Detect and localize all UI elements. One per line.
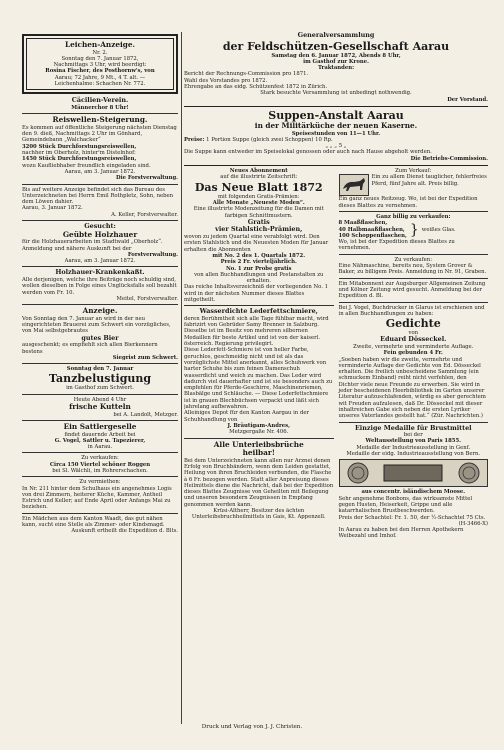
blatt-promo: Neues Abonnement: [229, 168, 288, 175]
gedichte-text2: „Soeben haben wir die zweite, vermehrte und verminderte Auflage der Gedichte von Ed. Dösseckel erhalten. Die freilich unbescheidene Sammlung (ein schmuckem Einband) reiht nicht verfehlen, den Dichter viele neue Freunde zu erwerben. Sie wird in jeder bescheidenen Heerbibliothek im Garten unserer Literatur aufzuschlafenden, würdig es aber gerechtem wit Freuden aufzulesen, daß Dr. Dösseckel mit dieser inhaltreichen Gabe sich neben die ersten Lyriker unseres Vaterlandes gestellt hat.“ (Zür. Nachrichten.): [338, 356, 486, 420]
vermiethen-text: In Nr. 211 hinter dem Schulhaus ein angenehmes Logis von drei Zimmern, heiterer Küche, Kammer, Antheil Estrich und Keller; auf Ende April oder Anfangs Mai zu beziehen.: [22, 485, 172, 511]
kauf-brace: weißes Glas.: [421, 226, 456, 233]
office-notice: Bis auf weitere Anzeige befindet sich das Bureau des Unterzeichneten bei Herrn Emil Rothpletz, Sohn, neben dem Löwen dahier.: [22, 186, 174, 206]
gedichte-price: Fein gebunden 4 Fr.: [383, 350, 443, 357]
blatt-g2: vier Stahlstich-Prämien,: [215, 225, 303, 234]
gesucht-title: Gesucht:: [84, 222, 116, 231]
general-item: Wahl des Vorstandes pro 1872.: [184, 77, 268, 84]
suppen-price: „ „ „ 5 „: [325, 143, 347, 150]
kranken-title: Holzhauer-Krankenkaßt.: [55, 268, 145, 277]
suppen-title: Suppen-Anstalt Aarau: [268, 108, 404, 122]
kauf-text: Ein zu allem Dienst tauglicher, fehlerfreies Pferd, fünf Jahre alt. Preis billig.: [371, 174, 487, 187]
column-divider: [181, 32, 182, 724]
kranken-text: Alle derjenigen, welche ihre Beiträge noch schuldig sind, wollen dieselben in Folge eines Unglücksfalls soll bezahlt werden vom Fr. 10.: [22, 276, 177, 296]
blatt-sub2: Alle Monate „Neueste Moden“.: [212, 199, 305, 206]
gedichte-title: Gedichte: [385, 317, 441, 331]
tanz-place: im Gasthof zum Schwert.: [66, 385, 134, 392]
suppen-hours: Speisestunden von 11—1 Uhr.: [291, 130, 381, 137]
kauf-title: Zum Verkauf:: [395, 168, 432, 175]
leder-text3: Alleiniges Depot für den Kanton Aargau in der Schuhhandlung von: [184, 410, 310, 423]
medal-icon: [458, 462, 480, 484]
kauf-title3: Zu verkaufen:: [394, 256, 432, 263]
general-place: im Gasthof zur Krone.: [303, 58, 369, 65]
maedchen-text: Ein Mädchen aus dem Kanton Waadt, das gut nähen kann, sucht eine Stelle als Zimmer- oder Kindsmagd.: [22, 515, 165, 529]
tanz-title: Tanzbelustigung: [48, 372, 152, 386]
obituary-title: Leichen-Anzeige.: [64, 40, 136, 49]
horse-icon: [340, 175, 368, 195]
heilbar-sig: Krüsi-Altherr, Besitzer des ächten Unterleibsbruchheilmittels in Gais, Kt. Appenzell.: [191, 508, 326, 521]
gedichte-ed: Zweite, vermehrte und verminderte Auflage.: [353, 343, 474, 350]
blatt-probe: No. 1 zur Probe gratis: [225, 265, 292, 272]
medaille-code: (H-3466-X): [458, 520, 488, 527]
medal-icon: [347, 462, 369, 484]
obituary-line: Aarau; 72 Jahre, 9 Mt., 4 T. alt. —: [54, 74, 146, 81]
anzeige-text2: ausgeschenkt; es empfiehlt sich allen Bierkennern bestens: [22, 342, 158, 355]
suppen-note: Die Suppe kann entweder im Speiselokal genossen oder auch nach Hause abgeholt werden.: [184, 149, 432, 156]
reiswellen-item: 3200 Stück Durchforstungsreiswellen,: [22, 143, 137, 150]
kauf-item: 40 Halbmaaßflaschen,: [338, 226, 405, 233]
blatt-nr: mit No. 2 des 1. Quartals 1872.: [212, 252, 306, 259]
anzeige-sig: Siegrist zum Schwert.: [112, 354, 178, 361]
kranken-sig: Meitel, Forstverwalter.: [116, 295, 178, 302]
horse-image: [339, 174, 369, 196]
sattler-name: G. Vogel, Sattler u. Tapezierer,: [54, 437, 146, 444]
blatt-sub: mit folgenden Gratis-Prämien:: [218, 193, 300, 200]
kutteln-line: Heute Abend 4 Uhr: [73, 396, 127, 403]
maedchen-sig: Auskunft ertheilt die Expedition d. Blts.: [71, 528, 178, 535]
blatt-gratis: Gratis: [247, 217, 270, 226]
printer-footer: Druck und Verlag von J. J. Christen.: [201, 724, 303, 730]
suppen-prices-label: Preise:: [184, 136, 205, 143]
anzeige-beer: gutes Bier: [81, 333, 119, 342]
kauf-text2: Ein ganz neues Reitzeug. Wo, ist bei der Expedition dieses Blattes zu vernehmen.: [338, 196, 478, 209]
kauf-text4: Eine Nähmaschine, bereits neu, System Grover & Baker, zu billigem Preis. Anmeldung in Nr. 91, Graben.: [338, 263, 487, 276]
leder-text: deren Berühmtheit sich alle Tage fühlbar macht, wird fabrizirt von Gebrüder Samy Brenner in Salzburg. Dieselbe ist im Besitz von mehreren silbernen Medaillen für beste Artikel und ist von der kaiserl. österreich. Regierung privilegirt.: [184, 315, 329, 348]
general-title: Generalversammlung: [297, 32, 375, 39]
obituary-line: Nachmittags 3 Uhr, wird beerdigt:: [53, 62, 147, 69]
medaille-sub2: Medaille der eidg. Industrieausstellung von Bern.: [346, 451, 481, 458]
blatt-text2: wovon zu jedem Quartal eine verabfolgt wird. Den ersten Stahlstich und die Neuesten Moden für Januar erhalten die Abonnenten: [184, 234, 329, 253]
office-date: Aarau, 3. Januar 1872.: [22, 205, 83, 212]
sattler-place: in Aarau.: [87, 444, 113, 451]
blatt-title: Das Neue Blatt 1872: [194, 180, 323, 194]
reiswellen-title: Reiswellen-Steigerung.: [52, 115, 148, 125]
reiswellen-item: 1450 Stück Durchforstungsreiswellen,: [22, 156, 137, 163]
heilbar-title: Alle Unterleibsbrüche: [213, 439, 304, 449]
medal-banner-image: [339, 459, 489, 487]
medaille-text2: Weltausstellung von Paris 1855.: [365, 438, 461, 445]
leder-title: Wasserdichte Lederfettschmiere,: [199, 307, 318, 316]
caecilien-sub: Männerchor 8 Uhr!: [71, 104, 129, 111]
blatt-text3: von allen Buchhandlungen und Postanstalten zu erhalten.: [194, 271, 324, 285]
leder-text2: Diese Lederfett-Schmiere ist von heller Farbe, geruchlos, geschmeidig nicht und ist als das vorzüglichste Mittel anerkannt, alles Schuhwerk von harter Schuhe bis zum feinen Damenschuh wasserdicht und weich zu machen. Das Leder wird dadurch viel dauerhafter und ist sie besonders auch zu empfehlen für Pferde-Geschirre, Maschinenriemen, Blasbälge und Schläuche. — Diese Lederfettschmiere ist in grauen Blechbüchsen verpackt und läßt sich jahrelang aufbewahren.: [184, 347, 333, 411]
reiswellen-item: nachher im Oberholz, hinter'm Distelnhof:: [22, 150, 136, 157]
medaille-sub: Medaille der Industrieausstellung in Genf.: [356, 444, 471, 451]
reiswellen-item: wozu Kaufliebhaber freundlich eingeladen sind.: [22, 162, 151, 169]
general-last: Stark besuchte Versammlung ist unbedingt nothwendig.: [260, 90, 412, 97]
medaille-price: Preis der Schachtel: Fr. 1. 50, der ½-Schachtel 75 Cts.: [338, 514, 486, 521]
gedichte-text: Bei J. Vogel, Buchdrucker in Glarus ist erschienen und in allen Buchhandlungen zu haben:: [338, 304, 485, 317]
right-sub-left: [184, 168, 334, 540]
medaille-text3: Sehr angenehme Bonbons, das wirksamste Mittel gegen Husten, Heiserkeit, Grippe und alle katarrhalischen Brustbeschwerden.: [338, 495, 473, 515]
kutteln-sig: bei A. Landolt, Metzger.: [113, 411, 178, 418]
gesucht-date: Aarau, am 3. Januar 1872.: [64, 258, 136, 265]
brace-icon: }: [409, 221, 419, 238]
gedichte-von: von: [408, 330, 419, 337]
gesucht-text2: Anmeldung und nähere Auskunft bei der: [22, 245, 132, 252]
kauf-item: 8 Maaßflaschen,: [338, 220, 388, 227]
vermiethen-title: Zu vermiethen:: [79, 479, 121, 486]
sattler-title: Ein Sattlergeselle: [63, 421, 137, 431]
blatt-text4: Das reiche Inhaltsverzeichniß der vorliegenden No. 1 wird in der nächsten Nummer dieses Blattes mitgetheilt.: [184, 284, 328, 303]
right-sub-right: [339, 168, 489, 540]
reiswellen-sig: Die Forstverwaltung.: [116, 175, 178, 182]
obituary-line: Leichenhalme: Schachen Nr. 772.: [54, 81, 146, 88]
blatt-price: Preis 2 Fr. vierteljährlich.: [220, 259, 297, 266]
reiswellen-date: Aarau, am 3. Januar 1872.: [64, 168, 136, 175]
general-item: Ehrengabe an das eidg. Schützenfest 1872 in Zürich.: [184, 84, 328, 91]
office-sig: A. Keller, Forstverwalter.: [111, 211, 178, 218]
right-two-columns: [184, 168, 488, 540]
blatt-promo2: auf die illustrirte Zeitschrift:: [220, 174, 298, 181]
kutteln-title: frische Kutteln: [69, 402, 131, 412]
general-society: der Feldschützen-Gesellschaft Aarau: [222, 39, 450, 53]
kauf-item: 100 Schoppenflaschen,: [338, 232, 407, 239]
left-column: [22, 32, 178, 722]
anzeige-title: Anzeige.: [82, 306, 118, 316]
obituary-line: Rosina Fischer, des Posthornw's, von: [45, 68, 155, 75]
medaille-banner: aus concentr. isländischem Moose.: [361, 489, 466, 496]
verkaufen-line: Circa 150 Viertel schöner Roggen: [49, 461, 151, 468]
right-column: [184, 32, 488, 722]
bonbons-emblem-icon: [383, 464, 443, 482]
general-sig: Der Vorstand.: [447, 96, 488, 103]
medaille-dep: In Aarau zu haben bei den Herren Apothekern Weibezahl und Imhof.: [338, 527, 464, 540]
anzeige-text: Von Sonntag den 7. Januar an wird in der neu eingerichteten Brauerei zum Schwert ein vorzügliches, von Mai selbstgebrautes: [22, 315, 171, 335]
gesucht-sub: Geübte Holzhauer: [62, 229, 138, 239]
heilbar-title2: heilbar!: [242, 448, 275, 458]
general-date: Samstag den 6. Januar 1872, Abends 8 Uhr,: [271, 52, 401, 59]
kauf-text3: Wo, ist bei der Expedition dieses Blattes zu vernehmen.: [338, 239, 455, 252]
obituary-line: Sonntag den 7. Januar 1872,: [61, 55, 139, 62]
general-trakt: Traktanden:: [317, 65, 355, 72]
general-item: Bericht der Rechnungs-Commission pro 1871.: [184, 71, 309, 78]
reiswellen-text: Es kommen auf öffentliche Steigerung nächsten Dienstag den 9. dieß, Nachmittags 2 Uhr im Gönhard, Gemeindebann „Walchacker“: [22, 124, 177, 144]
verkaufen-line: bei Sl. Wälchli, im Rohrerschachen.: [52, 468, 148, 474]
leder-addr: Metzgergaße Nr. 406.: [229, 429, 289, 436]
leder-name: J. Bräutigam-Andres,: [227, 422, 290, 429]
suppen-sig: Die Betriebs-Commission.: [410, 155, 488, 162]
medaille-title: Einzige Medaille für Brustmittel: [354, 423, 472, 432]
kauf-title2: Ganz billig zu verkaufen:: [376, 213, 451, 220]
heilbar-text: Bei dem Unterzeichneten kann allen nur Arznei denen Erfolg von Bruchbändern, wenn dem Leiden gestattet, Heilung von ihren Bruchleiden verbunden, die Flasche à 6 Fr. bezogen werden. Statt aller Anpreisung dieses Heilmittels diene die Nachricht, daß bei der Expedition dieses Blattes Zeugnisse von Geheilten mit Beilegung und unseren besondern Zeugnissen in Empfang genommen werden kann.: [184, 457, 334, 508]
caecilien-title: Cäcilien-Verein.: [71, 96, 129, 105]
gesucht-sig: Forstverwaltung.: [127, 251, 178, 258]
verkaufen-title: Zu verkaufen:: [81, 455, 119, 462]
gedichte-author: Eduard Dösseckel.: [380, 335, 447, 344]
blatt-text: Eine illustrirte Modenzeitung für die Damen mit farbigen Schnittmustern.: [193, 206, 324, 219]
gesucht-text: für die Holzhauerarbeiten im Stadtwald „Oberholz“.: [22, 239, 163, 246]
obituary-number: Nr. 2.: [92, 49, 108, 56]
suppen-price: 1 Portion Suppe (gleich zwei Schoppen) 10 Rp.: [206, 136, 333, 143]
tanz-date: Sonntag den 7. Januar: [66, 366, 134, 373]
suppen-sub: in der Militärküche der neuen Kaserne.: [254, 120, 418, 130]
medaille-text: bei der: [403, 432, 423, 439]
sattler-text: findet dauernde Arbeit bei: [64, 431, 136, 438]
obituary-box: [22, 34, 178, 94]
zeitung-text: Ein Mitabonnent zur Augsburger Allgemeinen Zeitung und Kölner Zeitung wird gesucht. Anmeldung bei der Expedition d. Bl.: [338, 280, 486, 300]
